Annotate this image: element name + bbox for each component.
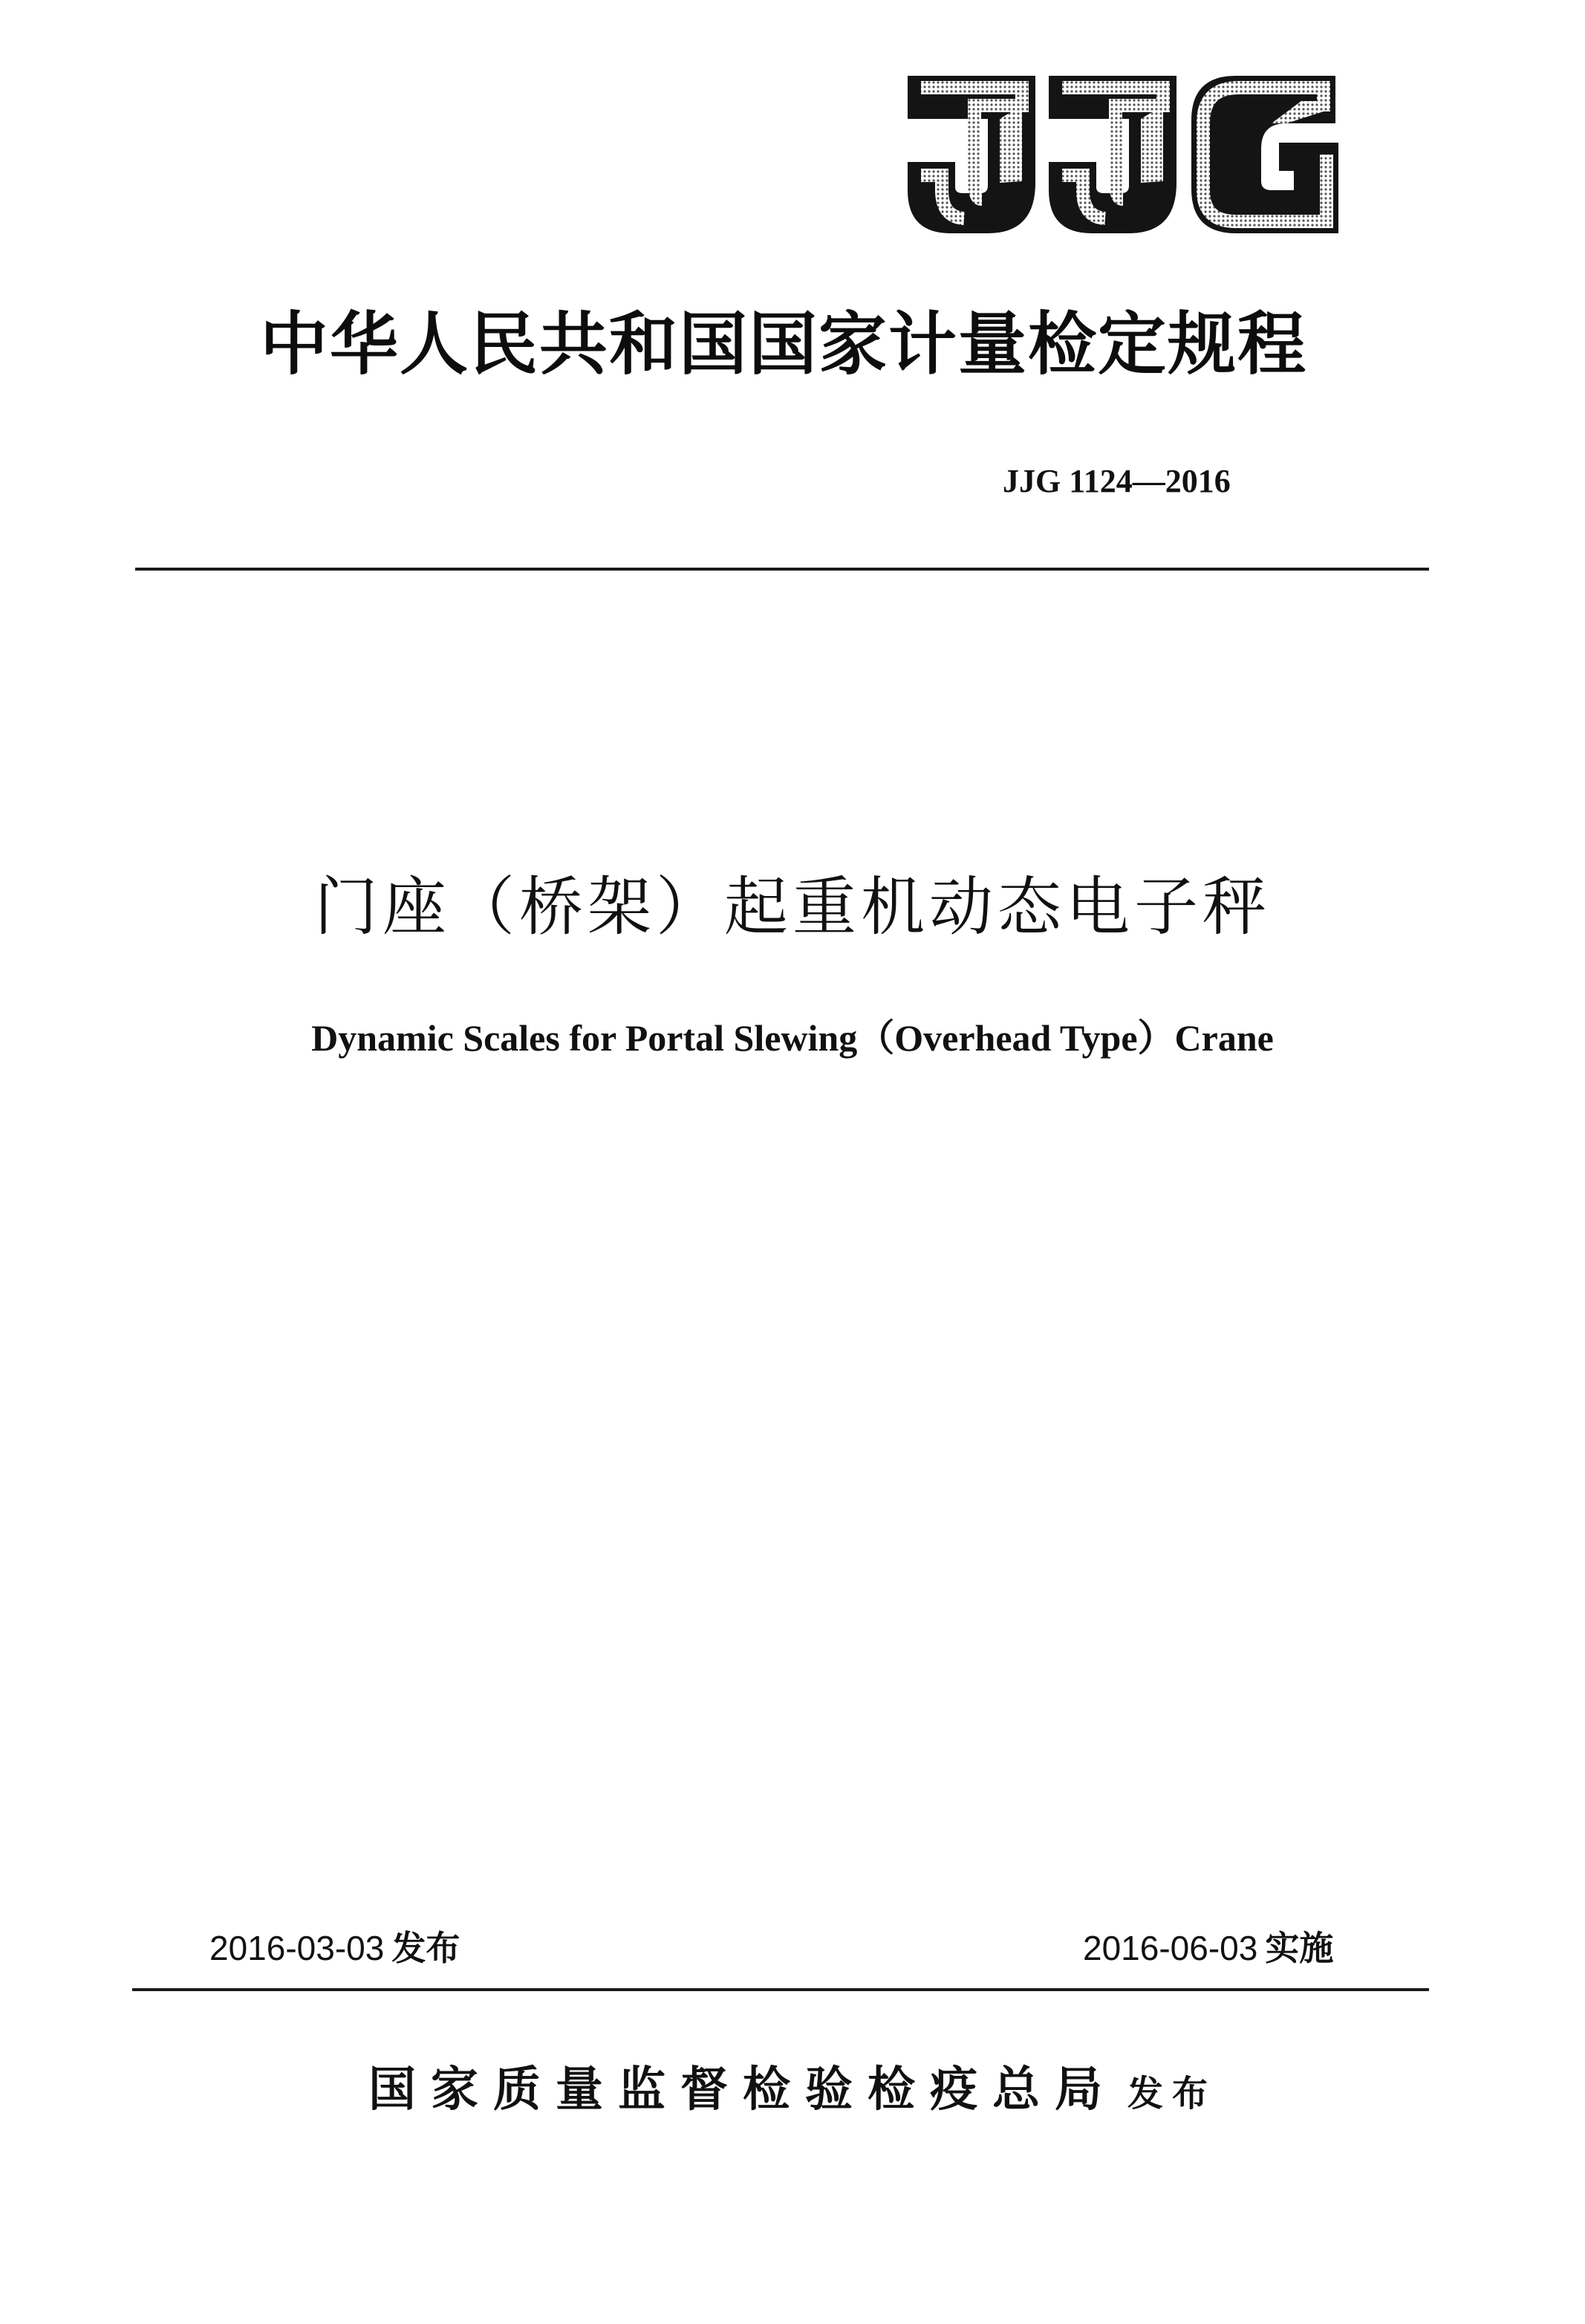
regulation-series-title [0, 303, 1585, 385]
jjg-logo [900, 71, 1346, 242]
issuing-authority-suffix: 发布 [1127, 2073, 1217, 2114]
regulation-series-title-text: 中华人民共和国国家计量检定规程 [259, 304, 1307, 384]
logo-letter-j-1 [908, 76, 1035, 233]
implementation-date-value: 2016-06-03 [1083, 1929, 1258, 1967]
implementation-date [1083, 1924, 1333, 1972]
issuing-authority-name: 国家质量监督检验检疫总局 [368, 2062, 1117, 2117]
document-title-chinese: 门座（桥架）起重机动态电子秤 [314, 870, 1271, 944]
logo-letter-g [1191, 76, 1338, 233]
standard-number: JJG 1124—2016 [1003, 463, 1231, 499]
issuing-authority [0, 2057, 1585, 2123]
bottom-divider [132, 1988, 1429, 1991]
implementation-date-label: 实施 [1265, 1928, 1334, 1968]
issue-date [209, 1924, 460, 1972]
issue-date-value: 2016-03-03 [209, 1929, 385, 1967]
top-divider [135, 568, 1429, 571]
issue-date-label: 发布 [391, 1928, 460, 1968]
document-title-english: Dynamic Scales for Portal Slewing（Overhead Type）Crane [311, 1017, 1274, 1059]
logo-letter-j-2 [1049, 76, 1176, 233]
